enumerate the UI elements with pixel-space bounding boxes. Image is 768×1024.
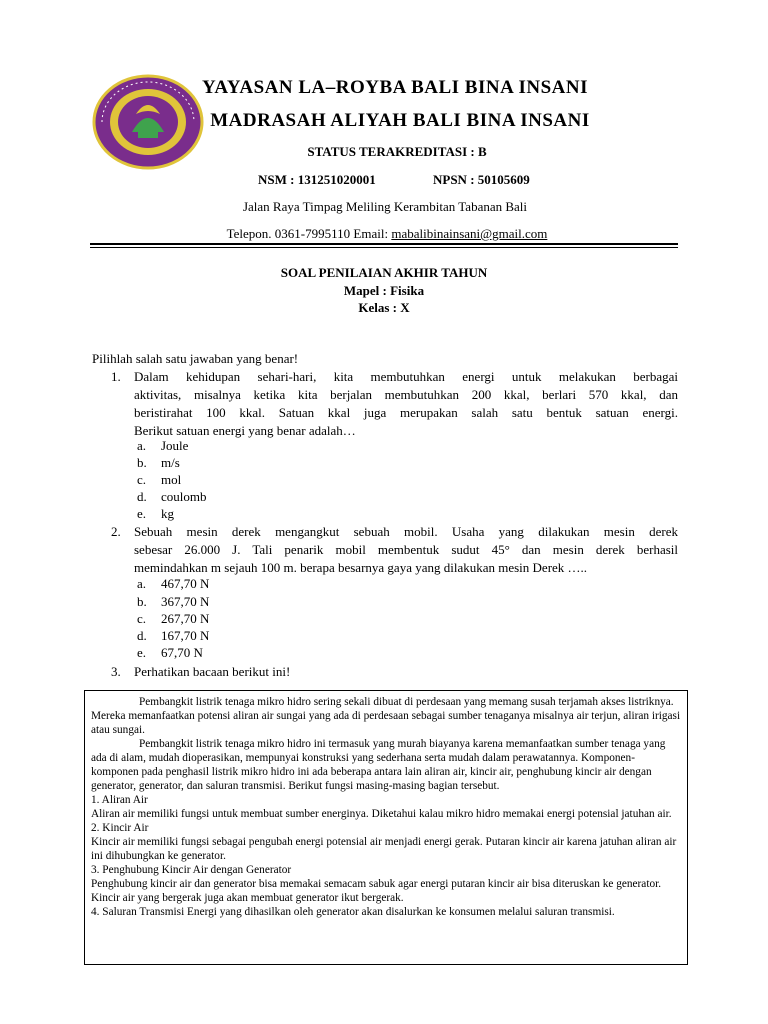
question-line: beristirahat 100 kkal. Satuan kkal juga merupakan salah satu bentuk satuan energi. xyxy=(134,405,678,420)
question-text xyxy=(134,368,678,440)
question-number: 2. xyxy=(111,524,121,539)
exam-title: SOAL PENILAIAN AKHIR TAHUN xyxy=(280,265,488,280)
option-text: kg xyxy=(161,506,174,521)
exam-class: Kelas : X xyxy=(358,300,410,315)
npsn-number: NPSN : 50105609 xyxy=(433,172,530,187)
letterhead-divider-thin xyxy=(90,247,678,248)
passage-heading: 2. Kincir Air xyxy=(91,822,149,834)
option-label: d. xyxy=(137,628,147,643)
option-label: c. xyxy=(137,611,147,626)
question-line: Dalam kehidupan sehari-hari, kita membutuhkan energi untuk melakukan berbagai xyxy=(134,369,678,384)
passage-paragraph: Pembangkit listrik tenaga mikro hidro ini termasuk yang murah biayanya karena memanfaatkan sumber tenaga yang ada di alam, mudah dioperasikan, mempunyai konstruksi yang sederhana serta mudah dalam perawatannya. Komponen-komponen pada penghasil listrik mikro hidro ini ada beberapa antara lain aliran air, kincir air, penghubung kincir air dengan generator, generator, dan saluran transmisi. Berikut fungsi masing-masing bagian tersebut. xyxy=(91,738,666,792)
option-text: coulomb xyxy=(161,489,207,504)
question-line: sebesar 26.000 J. Tali penarik mobil membentuk sudut 45° dan mesin derek berhasil xyxy=(134,542,678,557)
passage-paragraph: Aliran air memiliki fungsi untuk membuat sumber energinya. Diketahui kalau mikro hidro memakai energi potensial jatuhan air. xyxy=(91,808,672,820)
passage-heading: 3. Penghubung Kincir Air dengan Generator xyxy=(91,864,292,876)
email-link[interactable]: mabalibinainsani@gmail.com xyxy=(391,226,548,241)
nsm-number: NSM : 131251020001 xyxy=(258,172,376,187)
option-label: e. xyxy=(137,645,147,660)
option-label: d. xyxy=(137,489,147,504)
school-name: MADRASAH ALIYAH BALI BINA INSANI xyxy=(210,110,590,131)
option-label: a. xyxy=(137,438,147,453)
option-text: 467,70 N xyxy=(161,576,210,591)
option-label: e. xyxy=(137,506,147,521)
option-text: m/s xyxy=(161,455,180,470)
option-label: a. xyxy=(137,576,147,591)
option-label: c. xyxy=(137,472,147,487)
passage-paragraph: Kincir air memiliki fungsi sebagai pengubah energi potensial air menjadi energi gerak. Putaran kincir air karena jatuhan aliran air ini dihubungkan ke generator. xyxy=(91,836,677,862)
exam-subject: Mapel : Fisika xyxy=(343,283,425,298)
passage-heading: 1. Aliran Air xyxy=(91,794,148,806)
instruction: Pilihlah salah satu jawaban yang benar! xyxy=(92,351,299,366)
question-line: memindahkan m sejauh 100 m. berapa besarnya gaya yang dilakukan mesin Derek ….. xyxy=(134,560,588,575)
question-text xyxy=(134,663,678,681)
question-line: Perhatikan bacaan berikut ini! xyxy=(134,664,291,679)
option-label: b. xyxy=(137,594,147,609)
question-line: Berikut satuan energi yang benar adalah… xyxy=(134,423,356,438)
letterhead-divider xyxy=(90,243,678,245)
accreditation-status: STATUS TERAKREDITASI : B xyxy=(307,144,487,159)
option-text: 367,70 N xyxy=(161,594,210,609)
question-number: 1. xyxy=(111,369,121,384)
passage-paragraph: 4. Saluran Transmisi Energi yang dihasilkan oleh generator akan disalurkan ke konsumen melalui saluran transmisi. xyxy=(91,906,615,918)
passage-paragraph: Penghubung kincir air dan generator bisa memakai semacam sabuk agar energi putaran kincir air bisa diteruskan ke generator. Kincir air yang bergerak juga akan membuat generator ikut bergerak. xyxy=(91,878,662,904)
option-text: 67,70 N xyxy=(161,645,203,660)
question-text xyxy=(134,523,678,577)
option-text: Joule xyxy=(161,438,189,453)
phone-text: Telepon. 0361-7995110 Email: xyxy=(226,226,392,241)
school-address: Jalan Raya Timpag Meliling Kerambitan Tabanan Bali xyxy=(242,199,528,214)
question-number: 3. xyxy=(111,664,121,679)
foundation-name: YAYASAN LA–ROYBA BALI BINA INSANI xyxy=(201,77,589,98)
option-text: mol xyxy=(161,472,182,487)
school-contact xyxy=(107,226,667,242)
question-line: Sebuah mesin derek mengangkut sebuah mobil. Usaha yang dilakukan mesin derek xyxy=(134,524,678,539)
passage-paragraph: Pembangkit listrik tenaga mikro hidro sering sekali dibuat di perdesaan yang memang susah terjamah akses listriknya. Mereka memanfaatkan potensi aliran air sungai yang ada di perdesaan sebagai sumber tenaganya misalnya air terjun, aliran irigasi atau sungai. xyxy=(91,696,681,736)
option-text: 167,70 N xyxy=(161,628,210,643)
option-text: 267,70 N xyxy=(161,611,210,626)
option-label: b. xyxy=(137,455,147,470)
reading-passage xyxy=(84,690,688,965)
question-line: aktivitas, misalnya ketika kita berjalan membutuhkan 200 kkal, berlari 570 kkal, dan xyxy=(134,387,678,402)
